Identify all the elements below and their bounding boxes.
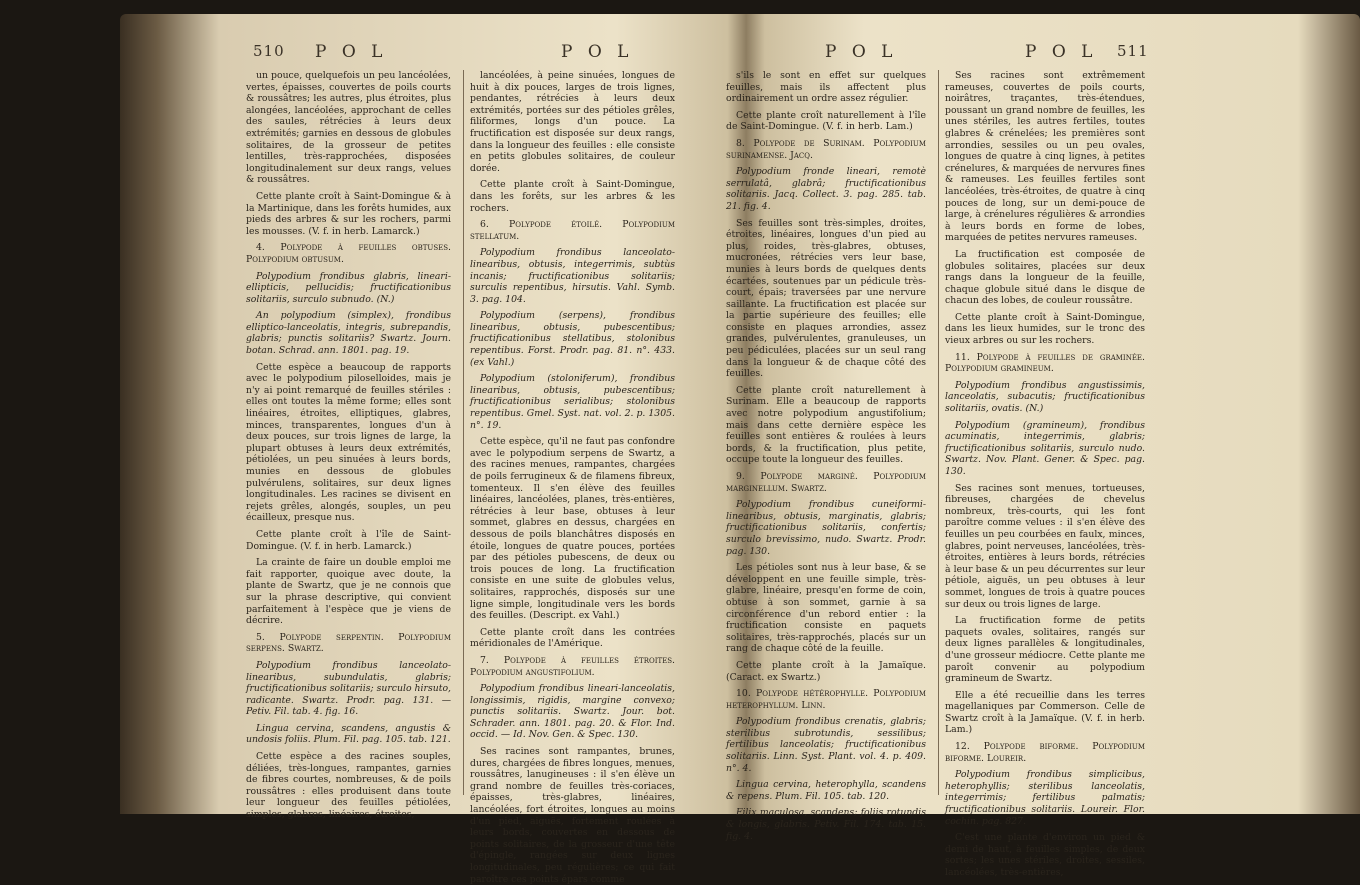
paragraph: Cette plante croît à la Jamaïque. (Caract. ex Swartz.) [726, 659, 926, 683]
paragraph: Lingua cervina, heterophylla, scandens & repens. Plum. Fil. 105. tab. 120. [726, 779, 926, 802]
column-2 [463, 70, 675, 885]
paragraph: Cette plante croît à l'île de Saint-Domingue. (V. f. in herb. Lamarck.) [246, 528, 451, 552]
right-page [725, 40, 1149, 878]
column-2 [938, 70, 1145, 878]
paragraph: Elle a été recueillie dans les terres magellaniques par Commerson. Celle de Swartz croît à la Jamaïque. (V. f. in herb. Lam.) [945, 689, 1145, 736]
header-right: P O L [561, 42, 634, 62]
paragraph: Polypodium frondibus glabris, lineari-ellipticis, pellucidis; fructificationibus solitariis, surculo subnudo. (N.) [246, 270, 451, 305]
columns [725, 70, 1145, 878]
paragraph: 12. Polypode biforme. Polypodium biforme. Loureir. [945, 741, 1145, 764]
paragraph: 4. Polypode à feuilles obtuses. Polypodium obtusum. [246, 242, 451, 265]
paragraph: Cette espèce a des racines souples, déliées, très-longues, rampantes, garnies de fibres courtes, nombreuses, & de poils roussâtres : elles produisent dans toute leur longueur des feuilles pétiolées, simples, glabres, linéaires, étroites, [246, 751, 451, 821]
paragraph: Ses racines sont rampantes, brunes, dures, chargées de fibres longues, menues, roussâtres, lanugineuses : il s'en élève un grand nombre de feuilles très-coriaces, épaisses, très-glabres, linéaires, lancéolées, fort étroites, longues au moins d'un pied, aiguës, fortement roulées à leurs bords, couvertes en dessous de points solitaires, de la grosseur d'une tête d'épingle, rangées sur deux lignes longitudinales, peu régulières; ce qui fait paroître ces points épars comme [470, 746, 675, 885]
paragraph: Polypodium frondibus cuneiformi-linearibus, obtusis, marginatis, glabris; fructificationibus solitariis, confertis; surculo brevissimo, nudo. Swartz. Prodr. pag. 130. [726, 499, 926, 557]
paragraph: Polypodium frondibus crenatis, glabris; sterilibus subrotundis, sessilibus; fertilibus lanceolatis; fructificationibus solitariis. Linn. Syst. Plant. vol. 4. p. 409. n°. 4. [726, 716, 926, 774]
paragraph: Polypodium frondibus lanceolato-linearibus, obtusis, integerrimis, subtùs incanis; fructificationibus solitariis; surculis repentibus, hirsutis. Vahl. Symb. 3. pag. 104. [470, 247, 675, 305]
paragraph: C'est une plante d'environ un pied & demi de haut, à feuilles simples, de deux sortes; les unes stériles, droites, sessiles, lancéolées, très-entières, [945, 832, 1145, 878]
columns [245, 70, 675, 885]
paragraph: Ses racines sont extrêmement rameuses, couvertes de poils courts, noirâtres, traçantes, très-étendues, poussant un grand nombre de feuilles, les unes stériles, les autres fertiles, toutes glabres & crénelées; les premières sont arrondies, sessiles ou un peu ovales, longues de quatre à cinq lignes, à petites crénelures, & marquées de nervures fines & rameuses. Les feuilles fertiles sont lancéolées, très-étroites, de quatre à cinq pouces de long, sur un demi-pouce de large, à crénelures régulières & arrondies à leurs bords en forme de lobes, marquées de petites nervures rameuses. [945, 70, 1145, 244]
paragraph: Polypodium frondibus lineari-lanceolatis, longissimis, rigidis, margine convexo; punctis solitariis. Swartz. Jour. bot. Schrader. ann. 1801. pag. 20. & Flor. Ind. occid. — Id. Nov. Gen. & Spec. 130. [470, 683, 675, 741]
paragraph: 10. Polypode hétérophylle. Polypodium heterophyllum. Linn. [726, 688, 926, 711]
paragraph: La crainte de faire un double emploi me fait rapporter, quoique avec doute, la plante de Swartz, que je ne connois que sur la phrase descriptive, qui convient parfaitement à l'espèce que je viens de décrire. [246, 557, 451, 627]
page-number: 511 [1117, 42, 1149, 60]
paragraph: Polypodium (serpens), frondibus linearibus, obtusis, pubescentibus; fructificationibus stellatibus, stolonibus repentibus. Forst. Prodr. pag. 81. n°. 433. (ex Vahl.) [470, 310, 675, 368]
paragraph: Ses feuilles sont très-simples, droites, étroites, linéaires, longues d'un pied au plus, roides, très-glabres, obtuses, mucronées, rétrécies vers leur base, munies à leurs bords de quelques dents écartées, soutenues par un pédicule très-court, épais; traversées par une nervure saillante. La fructification est placée sur la partie supérieure des feuilles; elle consiste en plaques arrondies, assez grandes, pulvérulentes, granuleuses, un peu pédiculées, placées sur un seul rang dans la longueur & de chaque côté des feuilles. [726, 217, 926, 380]
running-header [725, 40, 1149, 70]
paragraph: Polypodium frondibus lanceolato-linearibus, subundulatis, glabris; fructificationibus solitariis; surculo hirsuto, radicante. Swartz. Prodr. pag. 131. — Petiv. Fil. tab. 4. fig. 16. [246, 659, 451, 718]
paragraph: Filix maculosa, scandens; foliis rotundis & longis, glabris. Petiv. Fil. 174. tab. 15. fig. 4. [726, 807, 926, 842]
running-header [245, 40, 675, 70]
paragraph: Polypodium (gramineum), frondibus acuminatis, integerrimis, glabris; fructificationibus solitariis, surculo nudo. Swartz. Nov. Plant. Gener. & Spec. pag. 130. [945, 419, 1145, 477]
paragraph: Ses racines sont menues, tortueuses, fibreuses, chargées de chevelus nombreux, très-courts, qui les font paroître comme velues : il s'en élève des feuilles un peu courbées en faulx, minces, glabres, point nerveuses, lancéolées, très-étroites, entières à leurs bords, rétrécies à leur base & un peu décurrentes sur leur pétiole, aiguës, un peu obtuses à leur sommet, longues de trois à quatre pouces sur deux ou trois lignes de large. [945, 482, 1145, 610]
paragraph: La fructification forme de petits paquets ovales, solitaires, rangés sur deux lignes parallèles & longitudinales, d'une grosseur médiocre. Cette plante me paroît convenir au polypodium gramineum de Swartz. [945, 615, 1145, 685]
paragraph: Cette plante croît naturellement à l'île de Saint-Domingue. (V. f. in herb. Lam.) [726, 109, 926, 133]
header-left: P O L [315, 42, 388, 62]
header-left: P O L [825, 42, 898, 62]
header-right: P O L [1025, 42, 1098, 62]
paragraph: Lingua cervina, scandens, angustis & undosis foliis. Plum. Fil. pag. 105. tab. 121. [246, 722, 451, 746]
paragraph: 8. Polypode de Surinam. Polypodium surinamense. Jacq. [726, 137, 926, 161]
paragraph: 5. Polypode serpentin. Polypodium serpens. Swartz. [246, 631, 451, 655]
paragraph: Polypodium frondibus simplicibus, heterophyllis; sterilibus lanceolatis, integerrimis; fertilibus palmatis; fructificationibus solitariis. Loureir. Flor. cochin. pag. 827. [945, 769, 1145, 827]
paragraph: Cette espèce, qu'il ne faut pas confondre avec le polypodium serpens de Swartz, a des racines menues, rampantes, chargées de poils ferrugineux & de filamens fibreux, tomenteux. Il s'en élève des feuilles linéaires, lancéolées, planes, très-entières, rétrécies à leur base, obtuses à leur sommet, glabres en dessus, chargées en dessous de poils blanchâtres disposés en étoile, longues de quatre pouces, portées par des pétioles pubescens, de deux ou trois pouces de long. La fructification consiste en une suite de globules velus, solitaires, rapprochés, disposés sur une ligne simple, longitudinale vers les bords des feuilles. (Descript. ex Vahl.) [470, 436, 675, 622]
paragraph: La fructification est composée de globules solitaires, placées sur deux rangs dans la longueur de la feuille, chaque globule situé dans le disque de chacun des lobes, de couleur roussâtre. [945, 248, 1145, 307]
paragraph: s'ils le sont en effet sur quelques feuilles, mais ils affectent plus ordinairement un ordre assez régulier. [726, 70, 926, 105]
paragraph: 6. Polypode étoilé. Polypodium stellatum. [470, 219, 675, 242]
paragraph: lancéolées, à peine sinuées, longues de huit à dix pouces, larges de trois lignes, pendantes, rétrécies à leurs deux extrémités, portées sur des pétioles grêles, filiformes, longs d'un pouce. La fructification est disposée sur deux rangs, dans la longueur des feuilles : elle consiste en petits globules solitaires, de couleur dorée. [470, 70, 675, 174]
paragraph: Cette plante croît dans les contrées méridionales de l'Amérique. [470, 626, 675, 650]
column-1 [245, 70, 451, 821]
paragraph: Polypodium (stoloniferum), frondibus linearibus, obtusis, pubescentibus; fructificationibus serialibus; stolonibus repentibus. Gmel. Syst. nat. vol. 2. p. 1305. n°. 19. [470, 373, 675, 431]
paragraph: 11. Polypode à feuilles de graminée. Polypodium gramineum. [945, 351, 1145, 375]
paragraph: Cette espèce a beaucoup de rapports avec le polypodium piloselloides, mais je n'y ai point remarqué de feuilles stériles : elles ont toutes la même forme; elles sont linéaires, étroites, elliptiques, glabres, minces, transparentes, longues d'un à deux pouces, sur trois lignes de large, la plupart obtuses à leurs deux extrémités, pétiolées, un peu sinuées à leurs bords, munies en dessous de globules pulvérulens, solitaires, sur deux lignes longitudinales. Les racines se divisent en rejets grêles, alongés, souples, un peu écailleux, presque nus. [246, 361, 451, 524]
paragraph: Cette plante croît à Saint-Domingue, dans les forêts, sur les arbres & les rochers. [470, 179, 675, 214]
paragraph: un pouce, quelquefois un peu lancéolées, vertes, épaisses, couvertes de poils courts & roussâtres; les autres, plus étroites, plus alongées, lancéolées, approchant de celles des saules, rétrécies à leurs deux extrémités; garnies en dessous de globules solitaires, de la grosseur de petites lentilles, très-rapprochées, disposées longitudinalement sur deux rangs, velues & roussâtres. [246, 70, 451, 186]
paragraph: Les pétioles sont nus à leur base, & se développent en une feuille simple, très-glabre, linéaire, presqu'en forme de coin, obtuse à son sommet, garnie à sa circonférence d'un rebord entier : la fructification consiste en paquets solitaires, très-rapprochés, placés sur un rang de chaque côté de la feuille. [726, 562, 926, 655]
page-number: 510 [253, 42, 285, 60]
paragraph: Cette plante croît naturellement à Surinam. Elle a beaucoup de rapports avec notre polypodium angustifolium; mais dans cette dernière espèce les feuilles sont entières & roulées à leurs bords, & la fructification, plus petite, occupe toute la longueur des feuilles. [726, 384, 926, 466]
paragraph: Cette plante croît à Saint-Domingue, dans les lieux humides, sur le tronc des vieux arbres ou sur les rochers. [945, 311, 1145, 347]
paragraph: Cette plante croît à Saint-Domingue & à la Martinique, dans les forêts humides, aux pieds des arbres & sur les rochers, parmi les mousses. (V. f. in herb. Lamarck.) [246, 190, 451, 237]
paragraph: An polypodium (simplex), frondibus elliptico-lanceolatis, integris, subrepandis, glabris; punctis solitariis? Swartz. Journ. botan. Schrad. ann. 1801. pag. 19. [246, 310, 451, 357]
paragraph: 7. Polypode à feuilles étroites. Polypodium angustifolium. [470, 654, 675, 678]
left-page [245, 40, 675, 885]
column-1 [725, 70, 926, 842]
paragraph: Polypodium fronde lineari, remotè serrulatâ, glabrâ; fructificationibus solitariis. Jacq. Collect. 3. pag. 285. tab. 21. fig. 4. [726, 166, 926, 212]
paragraph: Polypodium frondibus angustissimis, lanceolatis, subacutis; fructificationibus solitariis, ovatis. (N.) [945, 379, 1145, 415]
paragraph: 9. Polypode marginé. Polypodium marginellum. Swartz. [726, 471, 926, 494]
